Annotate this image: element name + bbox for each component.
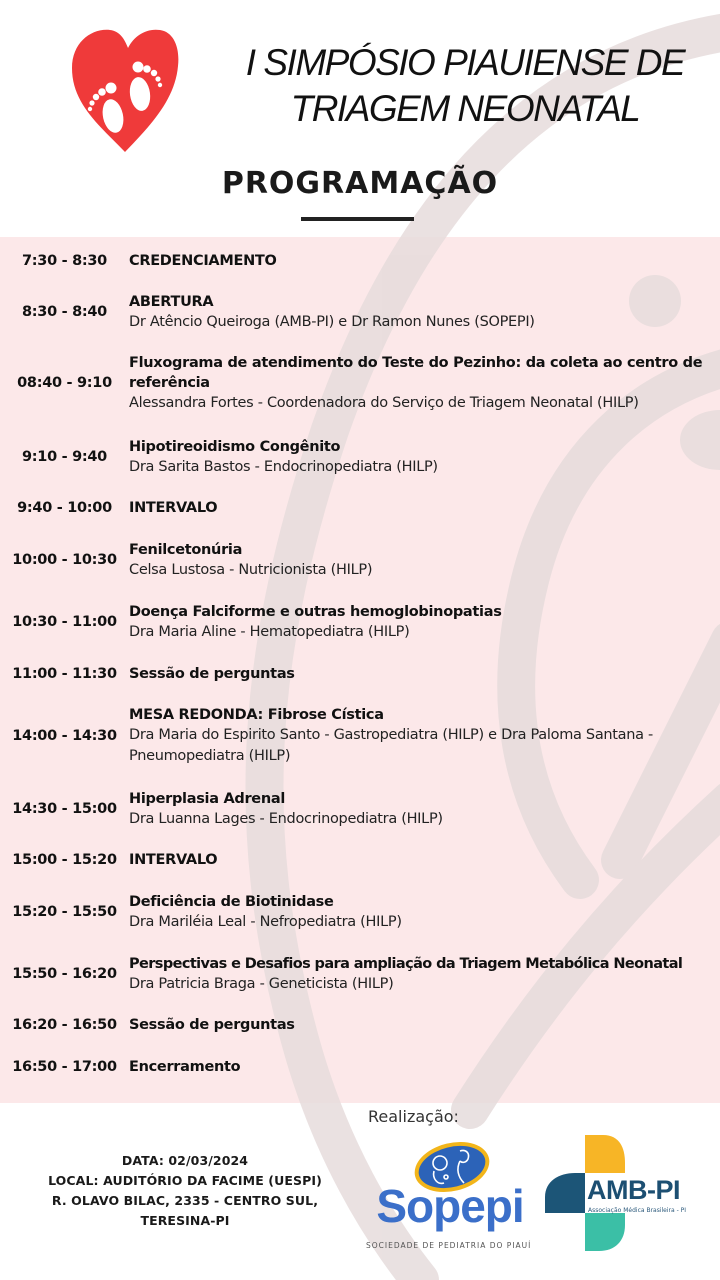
sopepi-logo [366, 1133, 531, 1258]
schedule-speaker: Dra Maria Aline - Hematopediatra (HILP) [129, 623, 410, 640]
amb-pi-logo [545, 1135, 705, 1251]
event-title-line-1: I SIMPÓSIO PIAUIENSE DE [245, 42, 685, 83]
event-title [230, 40, 700, 132]
schedule-row [0, 1055, 720, 1079]
event-title-line-2: TRIAGEM NEONATAL [290, 88, 640, 129]
amb-pi-subtitle: Associação Médica Brasileira - PI [588, 1207, 687, 1214]
schedule-speaker: Dra Sarita Bastos - Endocrinopediatra (HILP) [129, 458, 438, 475]
schedule-topic: MESA REDONDA: Fibrose Cística [129, 707, 384, 723]
schedule-row [0, 435, 720, 479]
event-date: DATA: 02/03/2024 [121, 1153, 249, 1168]
schedule-time: 9:40 - 10:00 [17, 500, 112, 516]
schedule-row [0, 952, 720, 996]
schedule-time: 11:00 - 11:30 [12, 666, 117, 682]
schedule-speaker: Dra Patricia Braga - Geneticista (HILP) [129, 975, 394, 992]
event-location: LOCAL: AUDITÓRIO DA FACIME (UESPI) [48, 1173, 322, 1188]
schedule-speaker: Celsa Lustosa - Nutricionista (HILP) [129, 561, 373, 578]
schedule-row [0, 1013, 720, 1037]
schedule-speaker: Alessandra Fortes - Coordenadora do Serviço de Triagem Neonatal (HILP) [129, 394, 639, 411]
schedule-topic: Fenilcetonúria [129, 541, 243, 558]
schedule-speaker: Dra Maria do Espirito Santo - Gastropediatra (HILP) e Dra Paloma Santana - Pneumopediatra (HILP) [129, 727, 653, 764]
amb-pi-wordmark: AMB-PI [587, 1175, 680, 1205]
schedule-time: 15:00 - 15:20 [12, 852, 117, 868]
schedule-time: 14:30 - 15:00 [12, 801, 117, 817]
schedule-row [0, 848, 720, 872]
schedule-row [0, 662, 720, 686]
schedule-speaker: Dra Luanna Lages - Endocrinopediatra (HILP) [129, 810, 443, 827]
header [0, 0, 720, 237]
schedule-row [0, 249, 720, 273]
schedule-topic: INTERVALO [129, 852, 218, 868]
schedule-time: 9:10 - 9:40 [22, 449, 107, 465]
schedule-row [0, 290, 720, 334]
schedule-topic: Doença Falciforme e outras hemoglobinopatias [129, 603, 502, 620]
schedule-speaker: Dra Mariléia Leal - Nefropediatra (HILP) [129, 913, 402, 930]
schedule-time: 16:20 - 16:50 [12, 1017, 117, 1033]
schedule-time: 08:40 - 9:10 [17, 375, 112, 391]
schedule-topic: Hipotireoidismo Congênito [129, 438, 341, 455]
schedule-topic: Sessão de perguntas [129, 666, 295, 682]
schedule-time: 15:20 - 15:50 [12, 904, 117, 920]
schedule-time: 8:30 - 8:40 [22, 304, 107, 320]
programacao-heading: PROGRAMAÇÃO [221, 166, 499, 201]
schedule-time: 10:00 - 10:30 [12, 552, 117, 568]
schedule-time: 10:30 - 11:00 [12, 614, 117, 630]
schedule-time: 16:50 - 17:00 [12, 1059, 117, 1075]
event-city: TERESINA-PI [140, 1213, 230, 1228]
schedule-time: 7:30 - 8:30 [22, 253, 107, 269]
schedule-row [0, 703, 720, 769]
schedule-topic: Perspectivas e Desafios para ampliação da Triagem Metabólica Neonatal [129, 955, 683, 972]
schedule-time: 15:50 - 16:20 [12, 966, 117, 982]
schedule-topic: ABERTURA [129, 293, 214, 310]
schedule-topic: Hiperplasia Adrenal [129, 790, 286, 807]
schedule-row [0, 538, 720, 582]
schedule-topic: Fluxograma de atendimento do Teste do Pezinho: da coleta ao centro de referência [129, 354, 703, 391]
schedule-row [0, 600, 720, 644]
schedule-topic: Deficiência de Biotinidase [129, 893, 334, 910]
sopepi-subtitle: SOCIEDADE DE PEDIATRIA DO PIAUÍ [366, 1241, 532, 1250]
footer [0, 1103, 720, 1280]
schedule-row [0, 890, 720, 934]
schedule-topic: CREDENCIAMENTO [129, 253, 277, 269]
heading-underline [301, 217, 414, 221]
realizacao-label: Realização: [368, 1107, 459, 1126]
event-info [30, 1151, 340, 1231]
schedule-row [0, 496, 720, 520]
schedule-speaker: Dr Atêncio Queiroga (AMB-PI) e Dr Ramon Nunes (SOPEPI) [129, 313, 535, 330]
sopepi-wordmark: Sopepi [376, 1180, 524, 1232]
schedule-topic: INTERVALO [129, 500, 218, 516]
schedule-row [0, 787, 720, 831]
schedule-time: 14:00 - 14:30 [12, 728, 117, 744]
event-address: R. OLAVO BILAC, 2335 - CENTRO SUL, [51, 1193, 319, 1208]
schedule-row [0, 351, 720, 415]
schedule-topic: Sessão de perguntas [129, 1017, 295, 1033]
schedule-topic: Encerramento [129, 1059, 241, 1075]
heart-baby-feet-icon [70, 26, 180, 156]
